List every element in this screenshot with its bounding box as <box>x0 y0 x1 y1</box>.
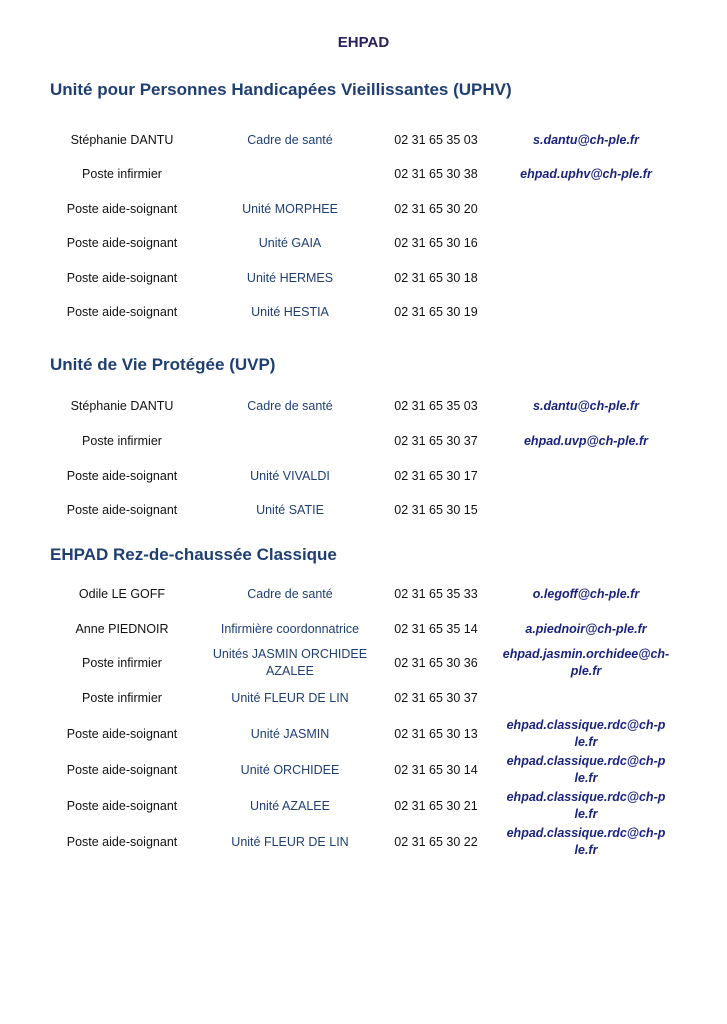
section-title-uvp: Unité de Vie Protégée (UVP) <box>50 355 276 374</box>
contact-name: Poste aide-soignant <box>66 726 178 741</box>
contact-role: Unité AZALEE <box>250 798 330 813</box>
table-row <box>0 752 727 788</box>
table-row <box>0 582 727 606</box>
contact-email-link[interactable] <box>496 266 676 290</box>
contact-phone: 02 31 65 30 22 <box>394 834 478 849</box>
contact-role: Unité HESTIA <box>251 304 329 319</box>
contact-role: Unités JASMIN ORCHIDEE AZALEE <box>212 647 368 678</box>
contact-role: Cadre de santé <box>247 132 333 147</box>
contact-email-link[interactable]: ehpad.classique.rdc@ch-ple.fr <box>506 826 666 857</box>
contact-phone: 02 31 65 30 37 <box>394 690 478 705</box>
contact-role: Unité JASMIN <box>250 726 330 741</box>
table-row <box>0 824 727 860</box>
contact-role: Unité FLEUR DE LIN <box>231 834 349 849</box>
contact-phone: 02 31 65 30 14 <box>394 762 478 777</box>
contact-role: Unité VIVALDI <box>250 468 330 483</box>
contact-role <box>204 429 376 453</box>
contact-role: Infirmière coordonnatrice <box>220 621 360 636</box>
contact-email-link[interactable] <box>496 686 676 710</box>
contact-name: Poste aide-soignant <box>66 468 178 483</box>
contact-email-link[interactable] <box>496 498 676 522</box>
contact-role: Unité SATIE <box>256 502 324 517</box>
contact-phone: 02 31 65 30 20 <box>394 201 478 216</box>
contact-role: Unité HERMES <box>246 270 334 285</box>
contact-name: Stéphanie DANTU <box>70 132 174 147</box>
contact-phone: 02 31 65 30 38 <box>394 166 478 181</box>
contact-name: Anne PIEDNOIR <box>75 621 169 636</box>
contact-role: Unité MORPHEE <box>242 201 338 216</box>
contact-name: Poste aide-soignant <box>66 201 178 216</box>
contact-phone: 02 31 65 30 19 <box>394 304 478 319</box>
contact-name: Poste aide-soignant <box>66 502 178 517</box>
contact-email-link[interactable] <box>496 300 676 324</box>
contact-name: Poste infirmier <box>82 433 162 448</box>
contact-phone: 02 31 65 35 14 <box>394 621 478 636</box>
contact-phone: 02 31 65 30 13 <box>394 726 478 741</box>
page-title: EHPAD <box>337 34 390 51</box>
table-row <box>0 617 727 641</box>
contact-email-link[interactable]: ehpad.classique.rdc@ch-ple.fr <box>506 790 666 821</box>
contact-email-link[interactable] <box>496 197 676 221</box>
contact-name: Poste infirmier <box>82 655 162 670</box>
contact-email-link[interactable]: s.dantu@ch-ple.fr <box>533 398 639 413</box>
contact-name: Poste aide-soignant <box>66 798 178 813</box>
contact-email-link[interactable]: ehpad.jasmin.orchidee@ch-ple.fr <box>502 647 670 678</box>
contact-email-link[interactable] <box>496 464 676 488</box>
contact-role: Cadre de santé <box>247 586 333 601</box>
contact-role: Unité GAIA <box>258 235 322 250</box>
table-row <box>0 231 727 255</box>
table-row <box>0 266 727 290</box>
contact-phone: 02 31 65 30 17 <box>394 468 478 483</box>
table-row <box>0 716 727 752</box>
contact-role: Cadre de santé <box>247 398 333 413</box>
contact-name: Stéphanie DANTU <box>70 398 174 413</box>
table-row <box>0 464 727 488</box>
contact-email-link[interactable]: ehpad.uphv@ch-ple.fr <box>520 166 652 181</box>
table-row <box>0 644 727 682</box>
contact-email-link[interactable]: s.dantu@ch-ple.fr <box>533 132 639 147</box>
contact-phone: 02 31 65 35 03 <box>394 132 478 147</box>
contact-phone: 02 31 65 35 33 <box>394 586 478 601</box>
contact-name: Poste aide-soignant <box>66 235 178 250</box>
table-row <box>0 197 727 221</box>
contact-role: Unité FLEUR DE LIN <box>231 690 349 705</box>
contact-name: Poste aide-soignant <box>66 304 178 319</box>
contact-phone: 02 31 65 30 21 <box>394 798 478 813</box>
contact-email-link[interactable]: ehpad.classique.rdc@ch-ple.fr <box>506 718 666 749</box>
contact-email-link[interactable]: o.legoff@ch-ple.fr <box>532 586 640 601</box>
table-row <box>0 394 727 418</box>
contact-name: Poste aide-soignant <box>66 762 178 777</box>
table-row <box>0 128 727 152</box>
contact-phone: 02 31 65 30 16 <box>394 235 478 250</box>
contact-role: Unité ORCHIDEE <box>240 762 340 777</box>
section-title-uphv: Unité pour Personnes Handicapées Vieillissantes (UPHV) <box>50 80 512 99</box>
contact-email-link[interactable]: a.piednoir@ch-ple.fr <box>525 621 647 636</box>
contact-name: Poste aide-soignant <box>66 834 178 849</box>
contact-phone: 02 31 65 35 03 <box>394 398 478 413</box>
contact-name: Odile LE GOFF <box>78 586 166 601</box>
table-row <box>0 686 727 710</box>
contact-phone: 02 31 65 30 36 <box>394 655 478 670</box>
contact-phone: 02 31 65 30 18 <box>394 270 478 285</box>
contact-name: Poste infirmier <box>82 166 162 181</box>
contact-role <box>204 162 376 186</box>
section-title-ehpad-rdc: EHPAD Rez-de-chaussée Classique <box>50 545 337 564</box>
table-row <box>0 498 727 522</box>
contact-phone: 02 31 65 30 15 <box>394 502 478 517</box>
contact-phone: 02 31 65 30 37 <box>394 433 478 448</box>
table-row <box>0 300 727 324</box>
contact-name: Poste infirmier <box>82 690 162 705</box>
table-row <box>0 788 727 824</box>
contact-email-link[interactable]: ehpad.classique.rdc@ch-ple.fr <box>506 754 666 785</box>
table-row <box>0 429 727 453</box>
contact-email-link[interactable]: ehpad.uvp@ch-ple.fr <box>523 433 648 448</box>
table-row <box>0 162 727 186</box>
contact-email-link[interactable] <box>496 231 676 255</box>
contact-name: Poste aide-soignant <box>66 270 178 285</box>
